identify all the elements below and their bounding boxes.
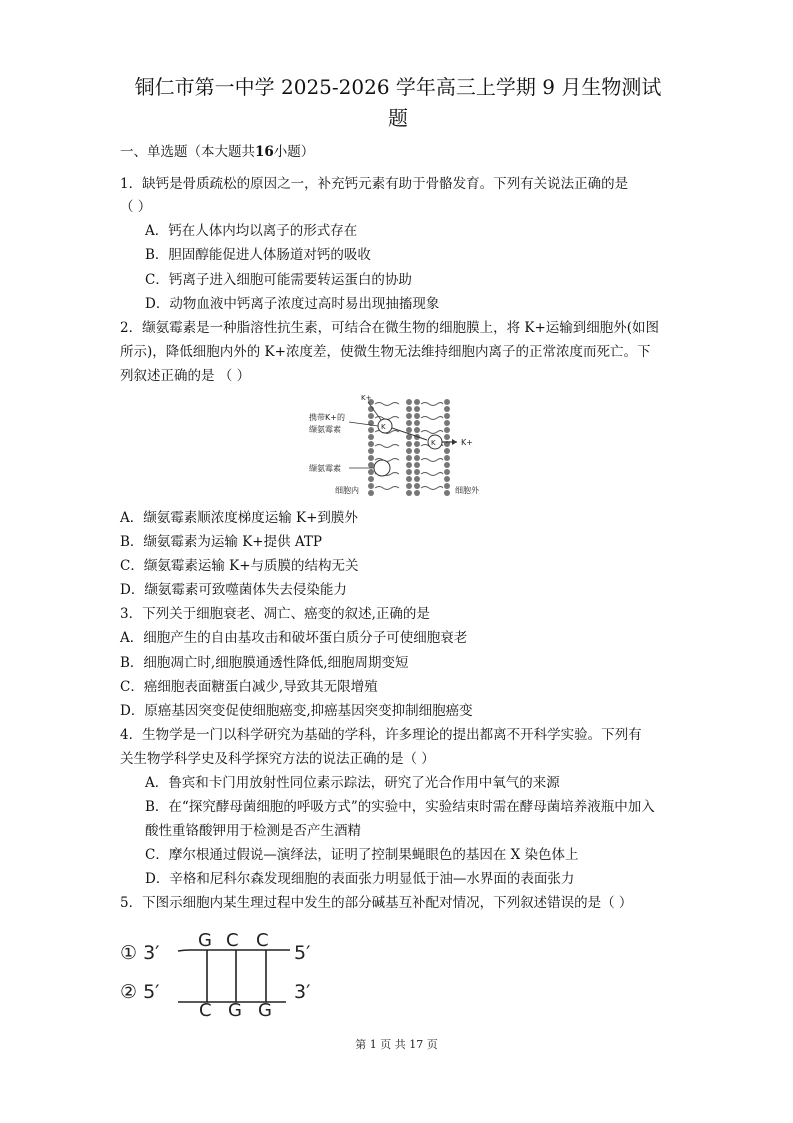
strand-1-end: 5′ xyxy=(294,942,311,964)
label-valinomycin: 缬氨霉素 xyxy=(309,464,341,473)
q1-stem-line1: 1．缺钙是骨质疏松的原因之一，补充钙元素有助于骨骼发育。下列有关说法正确的是 xyxy=(120,176,629,192)
page-title xyxy=(120,72,676,134)
q1-option-b: B．胆固醇能促进人体肠道对钙的吸收 xyxy=(145,247,371,263)
q2-option-c: C．缬氨霉素运输 K+与质膜的结构无关 xyxy=(120,558,359,574)
label-carrying: 携带K+的 xyxy=(309,413,345,422)
top-base-3: C xyxy=(256,930,269,951)
k-ion-label: K+ xyxy=(461,438,473,447)
q4-stem-line2: 关生物学科学史及科学探究方法的说法正确的是（ ） xyxy=(120,751,435,767)
strand-2-end: 3′ xyxy=(294,981,311,1003)
membrane-diagram xyxy=(305,392,505,502)
section-suffix: 小题） xyxy=(273,144,315,160)
valinomycin-empty-icon xyxy=(374,460,390,476)
q1-option-c: C．钙离子进入细胞可能需要转运蛋白的协助 xyxy=(145,272,412,288)
top-base-1: G xyxy=(198,930,212,951)
q4-stem-line1: 4．生物学是一门以科学研究为基础的学科，许多理论的提出都离不开科学实验。下列有 xyxy=(120,727,642,743)
q1-option-a: A．钙在人体内均以离子的形式存在 xyxy=(145,223,358,239)
label-carrying-2: 缬氨霉素 xyxy=(309,425,341,434)
page-footer: 第 1 页 共 17 页 xyxy=(355,1038,438,1051)
q3-option-c: C．癌细胞表面糖蛋白减少,导致其无限增殖 xyxy=(120,679,378,695)
bottom-base-1: C xyxy=(199,1000,212,1021)
q5-stem: 5．下图示细胞内某生理过程中发生的部分碱基互补配对情况，下列叙述错误的是（ ） xyxy=(120,895,633,911)
q1-stem-line2: （ ） xyxy=(120,199,152,215)
title-line-2: 题 xyxy=(388,106,408,130)
svg-text:K: K xyxy=(381,423,386,431)
top-base-2: C xyxy=(226,930,239,951)
q4-option-b: B．在“探究酵母菌细胞的呼吸方式”的实验中，实验结束时需在酵母菌培养液瓶中加入 xyxy=(145,799,655,815)
pairing-lines xyxy=(178,950,290,1002)
section-heading xyxy=(120,142,314,162)
valinomycin-membrane-figure xyxy=(305,392,505,502)
section-prefix: 一、单选题（本大题共 xyxy=(120,144,255,160)
section-count: 16 xyxy=(255,144,274,160)
base-pairing-figure xyxy=(118,926,328,1024)
strand-2-label: ② 5′ xyxy=(120,981,160,1003)
q3-option-d: D．原癌基因突变促使细胞癌变,抑癌基因突变抑制细胞癌变 xyxy=(120,703,473,719)
q4-option-b-cont: 酸性重铬酸钾用于检测是否产生酒精 xyxy=(145,823,361,839)
label-outside: 细胞外 xyxy=(455,486,479,495)
svg-text:K+: K+ xyxy=(361,394,372,402)
svg-text:K: K xyxy=(431,439,436,447)
strand-1-label: ① 3′ xyxy=(120,942,160,964)
q2-stem-line3: 列叙述正确的是 （ ） xyxy=(120,368,251,384)
q2-option-b: B．缬氨霉素为运输 K+提供 ATP xyxy=(120,534,322,550)
bottom-base-3: G xyxy=(258,1000,272,1021)
q1-option-d: D．动物血液中钙离子浓度过高时易出现抽搐现象 xyxy=(145,296,440,312)
title-line-1: 铜仁市第一中学 2025-2026 学年高三上学期 9 月生物测试 xyxy=(134,75,662,99)
q3-option-b: B．细胞凋亡时,细胞膜通透性降低,细胞周期变短 xyxy=(120,655,409,671)
q2-stem-line1: 2．缬氨霉素是一种脂溶性抗生素，可结合在微生物的细胞膜上，将 K+运输到细胞外(如图 xyxy=(120,320,660,336)
q4-option-c: C．摩尔根通过假说—演绎法，证明了控制果蝇眼色的基因在 X 染色体上 xyxy=(145,847,579,863)
q3-stem: 3．下列关于细胞衰老、凋亡、癌变的叙述,正确的是 xyxy=(120,606,430,622)
q3-option-a: A．细胞产生的自由基攻击和破坏蛋白质分子可使细胞衰老 xyxy=(120,630,468,646)
bottom-base-2: G xyxy=(228,1000,242,1021)
label-inside: 细胞内 xyxy=(335,486,359,495)
q4-option-a: A．鲁宾和卡门用放射性同位素示踪法，研究了光合作用中氧气的来源 xyxy=(145,775,560,791)
q4-option-d: D．辛格和尼科尔森发现细胞的表面张力明显低于油—水界面的表面张力 xyxy=(145,871,575,887)
base-pairing-diagram xyxy=(118,926,328,1024)
q2-option-d: D．缬氨霉素可致噬菌体失去侵染能力 xyxy=(120,582,347,598)
q2-stem-line2: 所示)，降低细胞内外的 K+浓度差，使微生物无法维持细胞内离子的正常浓度而死亡。下 xyxy=(120,344,651,360)
q2-option-a: A．缬氨霉素顺浓度梯度运输 K+到膜外 xyxy=(120,510,358,526)
